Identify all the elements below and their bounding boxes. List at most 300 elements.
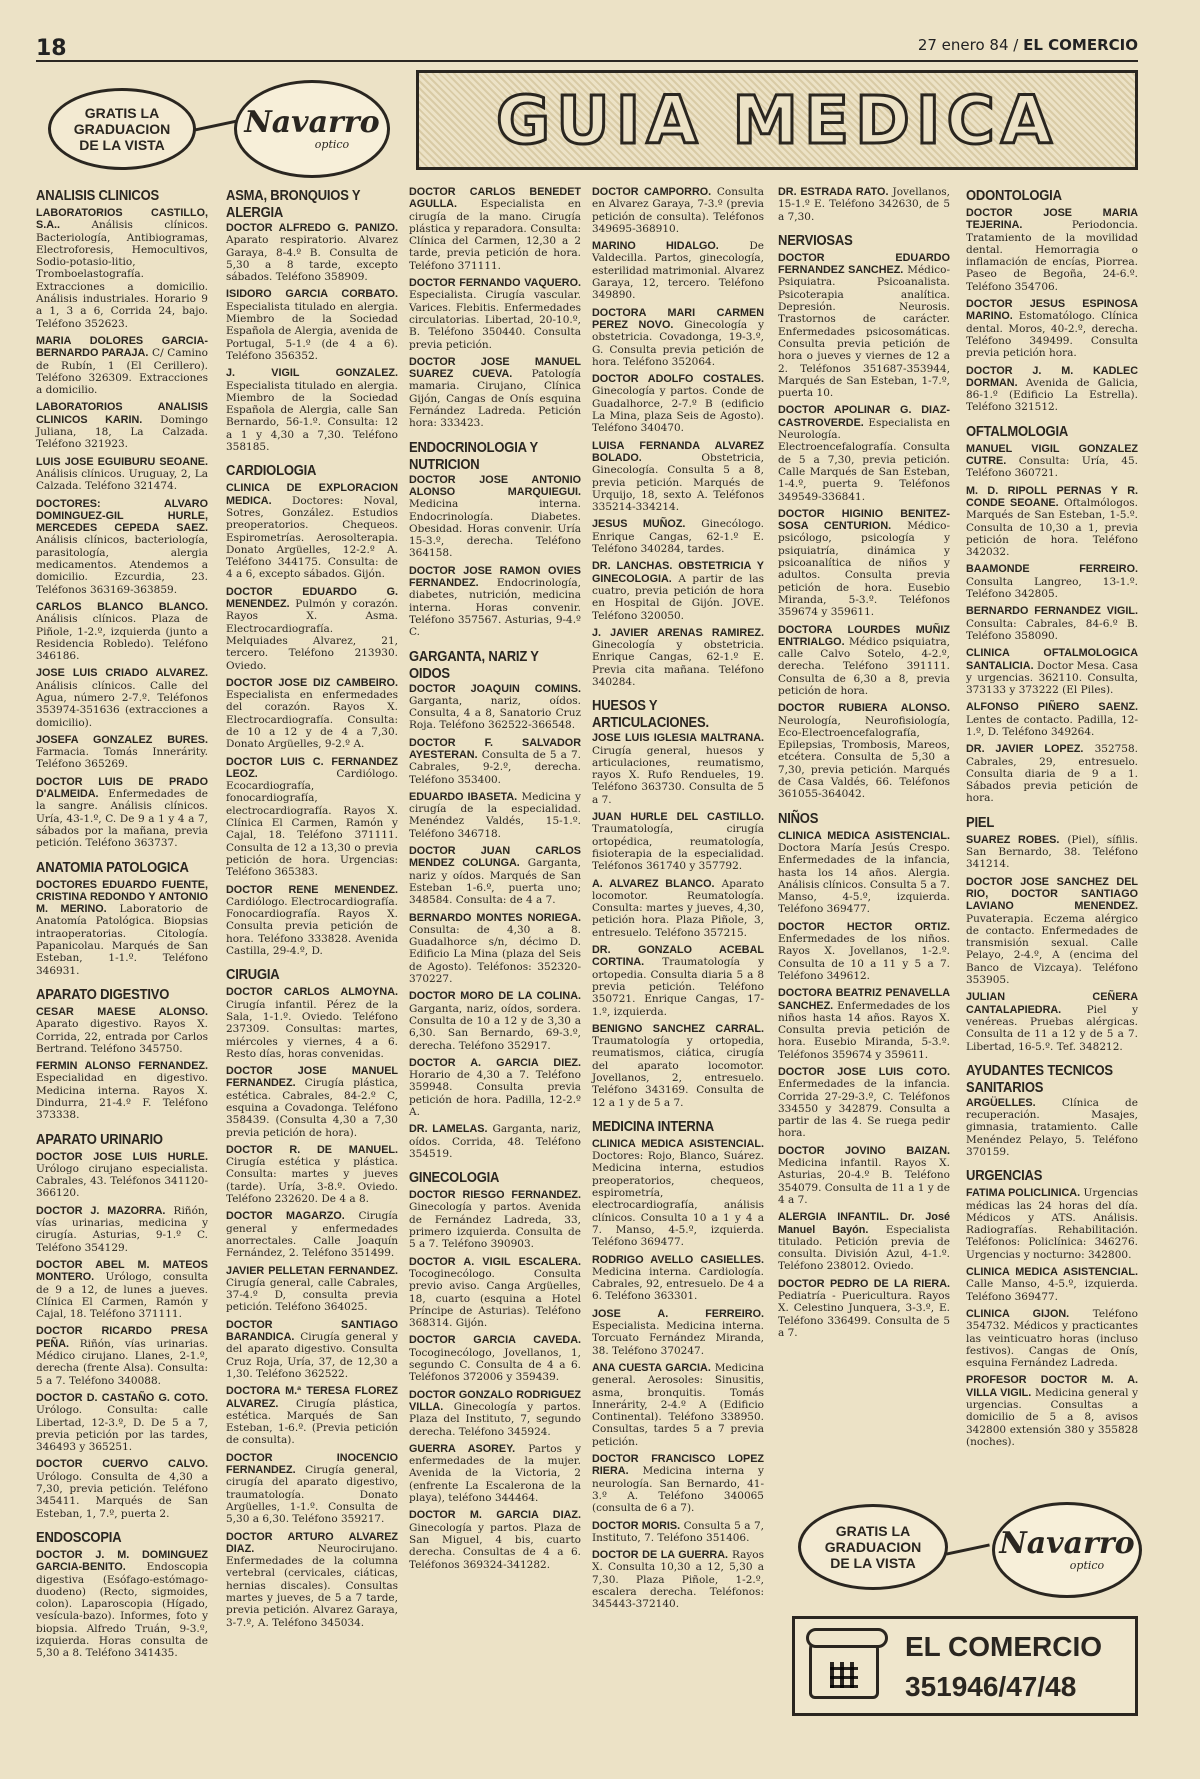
listing-details: Calle Manso, 4-5.º, izquierda. Teléfono 369477.	[966, 1278, 1138, 1303]
listing-name: CLINICA DE EXPLORACION MEDICA.	[226, 482, 398, 507]
optician-ad-bottom	[796, 1498, 1140, 1602]
listing-details: C/ Camino de Rubín, 1 (El Cerillero). Teléfono 326309. Extracciones a domicilio.	[36, 347, 209, 397]
optician-logo	[234, 80, 390, 178]
listing-details: Ginecología y obstetricia. Enrique Cangas, 62-1.º E. Previa cita mañana. Teléfono 340284.	[592, 639, 764, 688]
listing-name: DOCTOR M. GARCIA DIAZ.	[409, 1509, 581, 1522]
listing-details: Cirugía plástica, estética. Cabrales, 84-2.º C, esquina a Covadonga. Teléfono 358439. (Consulta 4,30 a 7,30 previa petición de hora).	[226, 1077, 399, 1139]
listing-name: DR. GONZALO ACEBAL CORTINA.	[592, 944, 764, 969]
ad-connector	[194, 119, 238, 131]
listing-entry	[778, 921, 950, 982]
column-5	[778, 186, 950, 1344]
listing-name: DOCTOR JOSE MANUEL FERNANDEZ.	[226, 1065, 398, 1090]
listing-name: LABORATORIOS ANALISIS CLINICOS KARIN.	[36, 401, 208, 426]
section-heading: CIRUGIA	[226, 965, 280, 983]
listing-details: Cirugía general y enfermedades anorrectales. Calle Joaquín Fernández, 2. Teléfono 351499.	[226, 1210, 398, 1260]
listing-entry	[966, 1374, 1138, 1448]
listing-entry	[226, 1385, 398, 1446]
listing-entry	[36, 1458, 208, 1519]
listing-entry	[409, 474, 581, 560]
listing-entry	[409, 356, 581, 430]
listing-name: DOCTOR LUIS DE PRADO D'ALMEIDA.	[36, 775, 208, 801]
listing-name: DOCTOR CAMPORRO.	[592, 186, 712, 198]
listing-details: Especialista en enfermedades del corazón. Rayos X. Electrocardiografía. Consulta: de 10 a 12 y de 4 a 7,30. Donato Argüelles, 9-2.º A.	[226, 689, 398, 751]
listing-details: Medicina interna. Endocrinología. Diabetes. Obesidad. Horas convenir. Uría 15-3.º, derecha. Teléfono 364158.	[409, 498, 581, 560]
listing-entry	[592, 1453, 764, 1514]
contact-brand: EL COMERCIO	[905, 1631, 1103, 1662]
listing-entry	[778, 186, 950, 223]
listing-details: Riñón, vías urinarias. Médico cirujano. Llanes, 2-1.º, derecha (frente Alsa). Consulta: 5 a 7. Teléfono 340088.	[36, 1337, 208, 1387]
listing-name: PROFESOR DOCTOR M. A. VILLA VIGIL.	[966, 1374, 1138, 1399]
listing-entry	[966, 1097, 1138, 1158]
listing-details: Partos y enfermedades de la mujer. Avenida de la Victoria, 2 (enfrente La Escalerona de la playa), teléfono 344464.	[409, 1442, 582, 1505]
listing-name: DOCTOR GARCIA CAVEDA.	[409, 1334, 581, 1347]
listing-name: CLINICA MEDICA ASISTENCIAL.	[778, 829, 950, 842]
listing-details: Doctores: Noval, Sotres, González. Estudios preoperatorios. Chequeos. Espirometrías. Aerosolterapia. Donato Argüelles, 12-2.º A. Teléfono 344175. Consulta: de 4 a 6, excepto sábados. Gijón.	[226, 494, 398, 581]
section-heading: ODONTOLOGIA	[966, 186, 1062, 204]
section-heading: AYUDANTES TECNICOS SANITARIOS	[966, 1060, 1113, 1096]
listing-name: DOCTOR HIGINIO BENITEZ-SOSA CENTURION.	[778, 507, 950, 533]
listing-name: DOCTOR MORO DE LA COLINA.	[409, 990, 581, 1003]
listing-entry	[409, 912, 581, 986]
listing-entry	[226, 1144, 398, 1205]
listing-entry	[36, 1259, 208, 1320]
listing-name: DOCTORA LOURDES MUÑIZ ENTRIALGO.	[778, 623, 950, 648]
optician-brand: Navarro	[244, 104, 380, 140]
listing-name: LUIS JOSE EGUIBURU SEOANE.	[36, 455, 208, 468]
listing-details: Especialista en Neurología. Electroencefalografía. Consulta de 5 a 7,30, previa petición. Calle Marqués de San Esteban, 1-4.º, puerta 9. Teléfonos 349549-336841.	[778, 416, 950, 503]
listing-entry	[36, 401, 208, 450]
listing-details: Urgencias médicas las 24 horas del día. Médicos y ATS. Análisis. Radiografías. Rehabilitación. Teléfonos: Policlínica: 346276. Urgencias y nocturno: 342800.	[966, 1187, 1138, 1261]
listing-details: Especialista titulado en alergia. Miembro de la Sociedad Española de Alergia, calle San Bernardo, 56-1.º. Consulta: 12 a 1 y 4,30 a 7,30. Teléfono 358185.	[226, 379, 398, 454]
listing-details: Aparato locomotor. Reumatología. Consulta: martes y jueves, 4,30, petición hora. Plaza Piñole, 3, entresuelo. Teléfono 357215.	[592, 877, 764, 939]
listing-name: DOCTOR LUIS C. FERNANDEZ LEOZ.	[226, 755, 398, 780]
section-heading: ENDOCRINOLOGIA Y NUTRICION	[409, 437, 538, 473]
listing-entry	[592, 560, 764, 621]
listing-details: Enfermedades de los niños. Rayos X. Jovellanos, 1-2.º. Consulta de 10 a 11 y 5 a 7. Teléfono 349612.	[778, 933, 950, 982]
listing-entry	[966, 991, 1138, 1052]
listing-details: Ginecólogo. Enrique Cangas, 62-1.º E. Teléfono 340284, tardes.	[592, 518, 764, 556]
listing-name: DOCTOR FERNANDO VAQUERO.	[409, 277, 581, 290]
listing-details: Aparato digestivo. Rayos X. Corrida, 22, entrada por Carlos Bertrand. Teléfono 345750.	[36, 1018, 208, 1055]
listing-entry	[966, 485, 1138, 559]
listing-entry	[36, 1205, 208, 1254]
column-2	[226, 186, 398, 1634]
listing-entry	[226, 756, 398, 879]
listing-details: Médico-psicólogo, psicología y psiquiatría, dinámica y psicoanalítica de niños y adultos. Consulta previa petición de hora. Eusebio Miranda, 5-3.º. Teléfonos 359674 y 359611.	[778, 520, 950, 619]
listing-details: Cardiólogo. Electrocardiografía. Fonocardiografía. Rayos X. Consulta previa petición de hora. Teléfono 333828. Avenida Castilla, 29-4.º, D.	[226, 895, 399, 958]
listing-name: FERMIN ALONSO FERNANDEZ.	[36, 1060, 208, 1073]
listing-details: Cirugía general, cirugía del aparato digestivo, traumatología. Donato Argüelles, 1-1.º. Consulta de 5,30 a 6,30. Teléfono 359217.	[226, 1464, 398, 1526]
listing-entry	[36, 776, 208, 850]
listing-name: ANA CUESTA GARCIA.	[592, 1361, 711, 1374]
listing-details: Medicina general y urgencias. Consultas a domicilio de 5 a 8, avisos 342800 extensión 380 y 355828 (noches).	[966, 1386, 1139, 1448]
listing-entry	[36, 601, 208, 662]
listing-details: Oftalmólogos. Marqués de San Esteban, 1-5.º. Consulta de 10,30 a 1, previa petición de hora. Teléfono 342032.	[966, 496, 1138, 559]
listing-entry	[226, 677, 398, 751]
listing-details: Garganta, nariz y oídos. Marqués de San Esteban 1-6.º, puerta uno; 348584. Consulta: de 4 a 7.	[409, 857, 581, 907]
listing-details: Garganta, nariz, oídos, sordera. Consulta de 10 a 12 y de 3,30 a 6,30. San Bernardo, 69-3.º, derecha. Teléfono 352917.	[409, 1002, 581, 1052]
masthead-title: GUIA MEDICA	[496, 81, 1058, 159]
listing-details: Jovellanos, 15-1.º E. Teléfono 342630, de 5 a 7,30.	[778, 186, 950, 223]
listing-name: MANUEL VIGIL GONZALEZ CUTRE.	[966, 442, 1138, 468]
guide-masthead	[416, 70, 1138, 170]
listing-name: CLINICA GIJON.	[966, 1307, 1070, 1320]
listing-name: DR. JAVIER LOPEZ.	[966, 743, 1084, 756]
listing-entry	[966, 834, 1138, 871]
listing-name: RODRIGO AVELLO CASIELLES.	[592, 1253, 764, 1266]
listing-entry	[409, 845, 581, 906]
listing-entry	[36, 734, 208, 771]
listing-name: ARGÜELLES.	[966, 1096, 1036, 1109]
listing-details: Cirugía general y del aparato digestivo. Consulta Cruz Roja, Uría, 37, de 12,30 a 1,30. Teléfono 362522.	[226, 1331, 398, 1380]
listing-details: Cirugía infantil. Pérez de la Sala, 1-1.º. Oviedo. Teléfono 237309. Consultas: martes, miércoles y viernes, 4 a 6. Resto días, horas convenidas.	[226, 998, 398, 1060]
listing-entry	[226, 1319, 398, 1380]
listing-details: Farmacia. Tomás Innerárity. Teléfono 365269.	[36, 746, 208, 771]
listing-name: DOCTOR RENE MENENDEZ.	[226, 883, 398, 896]
listing-details: Urólogo. Consulta de 4,30 a 7,30, previa petición. Teléfono 345411. Marqués de San Esteban, 1, 7.º, puerta 2.	[36, 1470, 208, 1520]
listing-entry	[778, 404, 950, 502]
listing-details: Enfermedades de los niños hasta 14 años. Rayos X. Consulta previa petición de hora. Eusebio Miranda, 5-3.º. Teléfonos 359674 y 359611.	[778, 999, 951, 1061]
listing-entry	[226, 1065, 398, 1139]
section-heading: HUESOS Y ARTICULACIONES.	[592, 696, 709, 731]
listing-name: DOCTOR JOSE LUIS COTO.	[778, 1066, 950, 1078]
listing-entry	[36, 1325, 208, 1386]
listing-name: DOCTOR JOSE DIZ CAMBEIRO.	[226, 676, 398, 689]
listing-entry	[409, 565, 581, 639]
listing-details: Consulta Langreo, 13-1.º. Teléfono 342805.	[966, 575, 1138, 601]
listing-details: Avenida de Galicia, 86-1.º (Edificio La Estrella). Teléfono 321512.	[966, 376, 1139, 414]
listing-name: DOCTORES EDUARDO FUENTE, CRISTINA REDONDO Y ANTONIO M. MERINO.	[36, 878, 208, 916]
optician-logo	[992, 1502, 1142, 1598]
listing-entry	[592, 732, 764, 806]
listing-entry	[226, 288, 398, 362]
listing-entry	[409, 1189, 581, 1250]
listing-details: Ginecología y obstetricia. Covadonga, 19-3.º, G. Consulta previa petición de hora. Teléfono 352064.	[592, 318, 764, 368]
free-eye-test-badge: GRATIS LA GRADUACION DE LA VISTA	[48, 88, 196, 170]
listing-details: Neurología, Neurofisiología, Eco-Electroencefalografía, Epilepsias, Trombosis, Mareos, etcétera. Consulta de 5,30 a 7,30, previa petición. Marqués de Casa Valdés, 66. Teléfonos 361055-364042.	[778, 714, 950, 801]
section-heading: NERVIOSAS	[778, 230, 853, 249]
listing-details: Traumatología, cirugía ortopédica, reumatología, fisioterapia de la especialidad. Teléfonos 361740 y 357792.	[592, 823, 764, 873]
optician-ad-top	[36, 70, 406, 185]
listing-name: GUERRA ASOREY.	[409, 1442, 516, 1455]
listing-name: DOCTOR J. MAZORRA.	[36, 1204, 166, 1217]
listing-details: Riñón, vías urinarias, medicina y cirugía. Asturias, 9-1.º C. Teléfono 354129.	[36, 1204, 208, 1254]
section-heading: OFTALMOLOGIA	[966, 421, 1069, 439]
listing-entry	[778, 624, 950, 698]
listing-entry	[409, 1334, 581, 1383]
listing-entry	[592, 1254, 764, 1303]
listing-name: DOCTOR HECTOR ORTIZ.	[778, 920, 950, 933]
section-heading: APARATO DIGESTIVO	[36, 984, 170, 1003]
listing-entry	[36, 1392, 208, 1453]
listing-details: Cirugía plástica, estética. Marqués de San Esteban, 1-6.º. (Previa petición de consulta).	[226, 1397, 398, 1447]
section-heading: URGENCIAS	[966, 1166, 1043, 1184]
listing-entry	[36, 207, 208, 330]
listing-entry	[409, 791, 581, 840]
listing-entry	[966, 1187, 1138, 1261]
section-heading: CARDIOLOGIA	[226, 461, 317, 479]
listing-entry	[226, 222, 398, 283]
listing-details: Enfermedades de la sangre. Análisis clínicos. Uría, 43-1.º, C. De 9 a 1 y 4 a 7, sábados por la mañana, previa petición. Teléfono 363737.	[36, 788, 208, 850]
listing-details: Consulta: de 4,30 a 8. Guadalhorce s/n, décimo D. Edificio La Mina (plaza del Seis de Agosto). Teléfonos: 352320-370227.	[409, 923, 581, 986]
listing-name: DOCTOR RUBIERA ALONSO.	[778, 702, 950, 715]
listing-entry	[36, 1060, 208, 1121]
listing-details: Piel y venéreas. Pruebas alérgicas. Consulta de 11 a 12 y de 5 a 7. Libertad, 16-5.º. Tef. 348212.	[966, 1003, 1138, 1053]
listing-entry	[592, 1023, 764, 1109]
listing-name: JOSE LUIS IGLESIA MALTRANA.	[592, 732, 764, 745]
classifieds-phone-box	[792, 1616, 1138, 1716]
listing-entry	[409, 1509, 581, 1570]
listing-details: Especialista titulado en alergia. Miembro de la Sociedad Española de Alergia, avenida de Portugal, 5-1.º (de 4 a 6). Teléfono 356352.	[226, 300, 398, 362]
issue-date-line	[918, 36, 1138, 54]
optician-brand: Navarro	[999, 1525, 1135, 1561]
optician-sub: optico	[1069, 1558, 1105, 1572]
listing-name: DOCTOR JOSE SANCHEZ DEL RIO, DOCTOR SANTIAGO LAVIANO MENENDEZ.	[966, 875, 1138, 913]
listing-details: Enfermedades de la infancia. Corrida 27-29-3.º, C. Teléfonos 334550 y 342879. Consulta a partir de las 4. Se ruega pedir hora.	[778, 1078, 950, 1140]
listing-entry	[226, 1531, 398, 1629]
publication-name: EL COMERCIO	[1023, 36, 1138, 54]
listing-entry	[778, 830, 950, 916]
optician-sub: optico	[314, 137, 350, 151]
listing-entry	[592, 1362, 764, 1448]
listing-name: A. ALVAREZ BLANCO.	[592, 877, 715, 890]
listing-name: DOCTOR JOSE MANUEL SUAREZ CUEVA.	[409, 355, 581, 381]
listing-name: DOCTOR APOLINAR G. DIAZ-CASTROVERDE.	[778, 404, 950, 429]
listing-name: BERNARDO MONTES NORIEGA.	[409, 911, 581, 924]
listing-details: Neurocirujano. Enfermedades de la columna vertebral (cervicales, ciáticas, hernias discales). Consultas martes y jueves, de 5 a 7 tarde, previa petición. Alvarez Garaya, 3-7.º, A. Teléfono 345034.	[226, 1542, 398, 1629]
column-1	[36, 186, 208, 1665]
listing-entry	[36, 456, 208, 493]
listing-entry	[966, 443, 1138, 480]
listing-details: Patología mamaria. Cirujano, Clínica Gijón, Cangas de Onís esquina Fernández Ladreda. Petición hora: 333423.	[409, 368, 581, 430]
listing-entry	[778, 987, 950, 1061]
listing-entry	[592, 518, 764, 555]
listing-details: Garganta, nariz, oídos. Consulta, 4 a 8, Sanatorio Cruz Roja. Teléfono 362522-366548.	[409, 694, 581, 732]
listing-details: Cardiólogo. Ecocardiografía, fonocardiografía, electrocardiografía. Rayos X. Clínica El Carmen, Ramón y Cajal, 18. Teléfono 371111. Consulta de 12 a 13,30 o previa petición de hora. Urgencias: Teléfono 365383.	[226, 767, 398, 879]
listing-name: DOCTOR RICARDO PRESA PEÑA.	[36, 1325, 208, 1350]
listing-entry	[592, 373, 764, 434]
handset-shape	[806, 1628, 888, 1648]
listing-details: Periodoncia. Tratamiento de la movilidad dental. Hemorragia o inflamación de encías, Piorrea. Paseo de Begoña, 24-6.º. Teléfono 354706.	[966, 219, 1138, 293]
listing-name: CLINICA MEDICA ASISTENCIAL.	[966, 1266, 1138, 1279]
listing-entry	[409, 1443, 581, 1504]
listing-entry	[226, 1452, 398, 1526]
issue-date: 27 enero 84	[917, 36, 1009, 54]
listing-details: Cirugía general, huesos y articulaciones, reumatismo, rayos X. Rufo Rendueles, 19. Teléfono 363730. Consulta de 5 a 7.	[592, 744, 764, 806]
listing-name: DOCTOR RIESGO FERNANDEZ.	[409, 1189, 581, 1202]
listing-name: DR. LANCHAS. OBSTETRICIA Y GINECOLOGIA.	[592, 560, 764, 585]
listing-details: Cirugía general, calle Cabrales, 37-4.º D, consulta previa petición. Teléfono 364025.	[226, 1276, 398, 1314]
listing-entry	[36, 1151, 208, 1200]
listing-name: DOCTOR JESUS ESPINOSA MARINO.	[966, 298, 1138, 323]
listing-name: JOSE LUIS CRIADO ALVAREZ.	[36, 667, 208, 680]
listing-details: Especialidad en digestivo. Medicina interna. Rayos X. Dindurra, 21-4.º F. Teléfono 373338.	[36, 1072, 208, 1122]
listing-entry	[592, 944, 764, 1018]
listing-entry	[592, 1308, 764, 1357]
telephone-icon	[809, 1635, 879, 1699]
listing-name: MARINO HIDALGO.	[592, 240, 719, 253]
listing-entry	[966, 365, 1138, 414]
listing-name: JULIAN CEÑERA CANTALAPIEDRA.	[966, 991, 1138, 1016]
listing-name: DOCTOR JOSE ANTONIO ALONSO MARQUIEGUI.	[409, 473, 581, 498]
listing-details: Lentes de contacto. Padilla, 12-1.º, D. Teléfono 349264.	[966, 713, 1138, 738]
listing-details: Ginecología y partos. Plaza del Instituto, 7, segundo derecha. Teléfono 345924.	[409, 1400, 581, 1438]
listing-entry	[592, 186, 764, 235]
listing-details: De Valdecilla. Partos, ginecología, esterilidad matrimonial. Alvarez Garaya, 12, tercero. Teléfono 349890.	[592, 240, 764, 302]
listing-entry	[592, 240, 764, 301]
listing-entry	[409, 990, 581, 1051]
listing-details: Médico-Psiquiatra. Psicoanalista. Psicoterapia analítica. Depresión. Neurosis. Trastornos de carácter. Enfermedades psicosomáticas. Consulta previa petición de hora o jueves y viernes de 12 a 2. Teléfonos 351687-353944, Marqués de San Esteban, 1-7.º, puerta 10.	[778, 264, 950, 400]
listing-details: Especialista. Cirugía vascular. Varices. Flebitis. Enfermedades circulatorias. Libertad, 20-10.º, B. Teléfono 350440. Consulta previa petición.	[409, 289, 581, 351]
listing-details: Garganta, nariz, oídos. Corrida, 48. Teléfono 354519.	[409, 1123, 581, 1160]
listing-details: Especialista. Medicina interna. Torcuato Fernández Miranda, 38. Teléfono 370247.	[592, 1320, 764, 1357]
section-heading: ENDOSCOPIA	[36, 1527, 122, 1546]
listing-details: Rayos X. Consulta 10,30 a 12, 5,30 a 7,30. Plaza Piñole, 1-2.º, escalera derecha. Teléfonos: 345443-372140.	[592, 1549, 764, 1611]
listing-details: Doctores: Rojo, Blanco, Suárez. Medicina interna, estudios preoperatorios, chequeos, espirometría, electrocardiografía, análisis clínicos. Consulta 10 a 1 y 4 a 7. Manso, 4-5.º, izquierda. Teléfono 369477.	[592, 1150, 764, 1249]
listing-name: DOCTOR ARTURO ALVAREZ DIAZ.	[226, 1530, 398, 1555]
listing-details: Obstetricia, Ginecología. Consulta 5 a 8, previa petición. Marqués de Urquijo, 18, sexto A. Teléfonos 335214-334214.	[592, 451, 764, 514]
listing-details: Especialista en cirugía de la mano. Cirugía plástica y reparadora. Consulta: Clínica del Carmen, 12,30 a 2 tarde, previa petición de hora. Teléfono 371111.	[409, 198, 581, 272]
listing-details: Domingo Juliana, 18, La Calzada. Teléfono 321923.	[36, 413, 208, 451]
free-eye-test-badge: GRATIS LA GRADUACION DE LA VISTA	[798, 1504, 948, 1590]
listing-name: JOSE A. FERREIRO.	[592, 1307, 764, 1320]
listing-name: DOCTOR ABEL M. MATEOS MONTERO.	[36, 1258, 208, 1284]
listing-entry	[592, 1549, 764, 1610]
listing-name: DOCTOR MAGARZO.	[226, 1210, 345, 1223]
listing-name: DOCTOR A. GARCIA DIEZ.	[409, 1056, 581, 1069]
listing-name: DOCTOR D. CASTAÑO G. COTO.	[36, 1391, 208, 1404]
listing-entry	[36, 498, 208, 596]
listing-name: CARLOS BLANCO BLANCO.	[36, 600, 208, 613]
section-heading: NIÑOS	[778, 808, 819, 826]
listing-entry	[966, 876, 1138, 987]
listing-details: A partir de las cuatro, previa petición de hora en Hospital de Gijón. JOVE. Teléfono 320050.	[592, 572, 764, 622]
listing-name: EDUARDO IBASETA.	[409, 790, 518, 803]
listing-details: Tocoginecólogo. Consulta previo aviso. Canga Argüelles, 18, cuarto (esquina a Hotel Príncipe de Asturias). Teléfono 368314. Gijón.	[409, 1267, 581, 1330]
listing-name: DOCTOR FRANCISCO LOPEZ RIERA.	[592, 1453, 764, 1478]
listing-name: DOCTOR JOSE MARIA TEJERINA.	[966, 207, 1138, 232]
listing-entry	[966, 605, 1138, 642]
listing-entry	[409, 1123, 581, 1160]
date-separator: /	[1013, 36, 1019, 54]
listing-details: Consulta en Alvarez Garaya, 7-3.º (previa petición de consulta). Teléfonos 349695-368910.	[592, 186, 764, 235]
listing-entry	[592, 1138, 764, 1249]
listing-details: (Piel), sífilis. San Bernardo, 38. Teléfono 341214.	[966, 833, 1138, 871]
listing-name: JAVIER PELLETAN FERNANDEZ.	[226, 1264, 398, 1277]
listing-name: DOCTOR DE LA GUERRA.	[592, 1549, 729, 1562]
section-heading: GARGANTA, NARIZ Y OIDOS	[409, 646, 539, 681]
listing-entry	[778, 1066, 950, 1140]
listing-name: DOCTOR F. SALVADOR AYESTERAN.	[409, 736, 581, 761]
listing-details: Consulta 5 a 7, Instituto, 7. Teléfono 351406.	[592, 1519, 765, 1544]
listing-name: BAAMONDE FERREIRO.	[966, 563, 1138, 576]
listing-details: Análisis clínicos. Calle del Agua, número 2-7.º. Teléfonos 353974-351636 (extracciones a domicilio).	[36, 679, 208, 729]
listing-name: DOCTORA M.ª TERESA FLOREZ ALVAREZ.	[226, 1385, 398, 1410]
section-heading: ASMA, BRONQUIOS Y ALERGIA	[226, 186, 361, 221]
listing-name: DOCTOR CUERVO CALVO.	[36, 1458, 208, 1471]
listing-details: Consulta: Uría, 45. Teléfono 360721.	[966, 455, 1138, 480]
listing-entry	[36, 1549, 208, 1660]
listing-entry	[592, 627, 764, 688]
listing-details: 352758. Cabrales, 29, entresuelo. Consulta diaria de 9 a 1. Sábados previa petición de hora.	[966, 743, 1138, 805]
listing-entry	[966, 207, 1138, 293]
listing-name: DOCTOR MORIS.	[592, 1519, 681, 1532]
listing-details: Análisis clínicos. Plaza de Piñole, 1-2.º, izquierda (junto a Residencia Robledo). Teléfono 346186.	[36, 613, 208, 663]
listing-details: Traumatología y ortopedia. Consulta diaria 5 a 8 previa petición. Teléfono 350721. Enrique Cangas, 17-1.º, izquierda.	[592, 956, 764, 1018]
listing-details: Pulmón y corazón. Rayos X. Asma. Electrocardiografía. Melquiades Alvarez, 21, tercero. Teléfono 213930. Oviedo.	[226, 598, 398, 672]
listing-name: J. JAVIER ARENAS RAMIREZ.	[592, 626, 764, 639]
listing-details: Puvaterapia. Eczema alérgico de contacto. Enfermedades de transmisión sexual. Calle Pelayo, 2-4.º, A (encima del Banco de Vizcaya). Teléfono 353905.	[966, 912, 1138, 987]
listing-details: Horario de 4,30 a 7. Teléfono 359948. Consulta previa petición de hora. Padilla, 12-2.º A.	[409, 1069, 581, 1118]
listing-details: Estomatólogo. Clínica dental. Moros, 40-2.º, derecha. Teléfono 349499. Consulta previa petición hora.	[966, 310, 1138, 360]
listing-entry	[409, 1389, 581, 1438]
listing-name: SUAREZ ROBES.	[966, 833, 1060, 846]
listing-name: DOCTOR R. DE MANUEL.	[226, 1143, 398, 1156]
listing-entry	[966, 1308, 1138, 1369]
section-heading: GINECOLOGIA	[409, 1168, 500, 1186]
listing-details: Médico psiquiatra, calle Calvo Sotelo, 4-2.º, derecha. Teléfono 391111. Consulta de 6,30 a 8, previa petición de hora.	[778, 635, 950, 697]
listing-name: DOCTOR CARLOS ALMOYNA.	[226, 986, 398, 999]
listing-entry	[226, 884, 398, 958]
section-heading: PIEL	[966, 812, 995, 831]
section-heading: APARATO URINARIO	[36, 1129, 163, 1147]
listing-name: DR. LAMELAS.	[409, 1123, 488, 1136]
listing-entry	[36, 879, 208, 977]
listing-entry	[409, 737, 581, 786]
listing-details: Consulta: Cabrales, 84-6.º B. Teléfono 358090.	[966, 617, 1138, 642]
listing-entry	[592, 307, 764, 368]
listing-entry	[592, 811, 764, 872]
listing-name: LABORATORIOS CASTILLO, S.A..	[36, 207, 208, 232]
listing-details: Medicina interna y neurología. San Bernardo, 41-3.º A. Teléfono 340065 (consulta de 6 a 7).	[592, 1465, 764, 1515]
section-heading: ANALISIS CLINICOS	[36, 186, 159, 204]
listing-name: J. VIGIL GONZALEZ.	[226, 367, 398, 380]
listing-name: FATIMA POLICLINICA.	[966, 1187, 1081, 1200]
listing-details: Análisis clínicos. Uruguay, 2, La Calzada. Teléfono 321474.	[36, 467, 208, 493]
listing-entry	[778, 702, 950, 800]
ad-connector	[946, 1543, 990, 1555]
listing-name: ALFONSO PIÑERO SAENZ.	[966, 701, 1138, 714]
listing-details: Especialista titulado. Petición previa de consulta. División Azul, 4-1.º. Teléfono 238012. Oviedo.	[778, 1223, 950, 1273]
listing-entry	[592, 878, 764, 939]
listing-entry	[226, 367, 398, 453]
listing-details: Cirugía estética y plástica. Consulta: martes y jueves (tarde). Uría, 3-8.º. Oviedo. Teléfono 232620. De 4 a 8.	[226, 1156, 398, 1206]
listing-name: DOCTOR EDUARDO FERNANDEZ SANCHEZ.	[778, 251, 950, 277]
listing-name: DOCTOR ADOLFO COSTALES.	[592, 373, 764, 386]
listing-entry	[226, 1265, 398, 1314]
listing-name: DOCTOR JUAN CARLOS MENDEZ COLUNGA.	[409, 845, 581, 870]
listing-details: Tocoginecólogo, Jovellanos, 1, segundo C. Consulta de 4 a 6. Teléfonos 372006 y 359439.	[409, 1346, 581, 1384]
listing-name: DOCTOR SANTIAGO BARANDICA.	[226, 1318, 398, 1344]
listing-details: Ginecología y partos. Avenida de Fernández Ladreda, 33, primero izquierda. Consulta de 5 a 7. Teléfono 390903.	[409, 1201, 581, 1251]
listing-details: Clínica de recuperación. Masajes, gimnasia, tratamiento. Calle Menéndez Pelayo, 5. Teléfono 370159.	[966, 1096, 1138, 1158]
listing-entry	[409, 683, 581, 732]
listing-name: CESAR MAESE ALONSO.	[36, 1005, 208, 1018]
listing-details: Consulta de 5 a 7. Cabrales, 9-2.º, derecha. Teléfono 353400.	[409, 748, 581, 786]
listing-name: DOCTOR J. M. DOMINGUEZ GARCIA-BENITO.	[36, 1548, 208, 1574]
listing-details: Medicina y cirugía de la especialidad. Menéndez Valdés, 15-1.º. Teléfono 346718.	[409, 790, 581, 840]
listing-entry	[409, 1057, 581, 1118]
listing-entry	[409, 1256, 581, 1330]
listing-details: Urólogo. Consulta: calle Libertad, 12-3.º, D. De 5 a 7, previa petición por las tardes, 346493 y 365251.	[36, 1404, 208, 1454]
listing-details: Urólogo cirujano especialista. Cabrales, 43. Teléfonos 341120-366120.	[36, 1162, 208, 1200]
listing-name: DOCTOR CARLOS BENEDET AGULLA.	[409, 186, 581, 211]
listing-entry	[226, 1210, 398, 1259]
listing-entry	[778, 1145, 950, 1206]
listing-name: DOCTOR EDUARDO G. MENENDEZ.	[226, 585, 398, 611]
listing-entry	[226, 586, 398, 672]
listing-name: DOCTOR GONZALO RODRIGUEZ VILLA.	[409, 1388, 581, 1413]
